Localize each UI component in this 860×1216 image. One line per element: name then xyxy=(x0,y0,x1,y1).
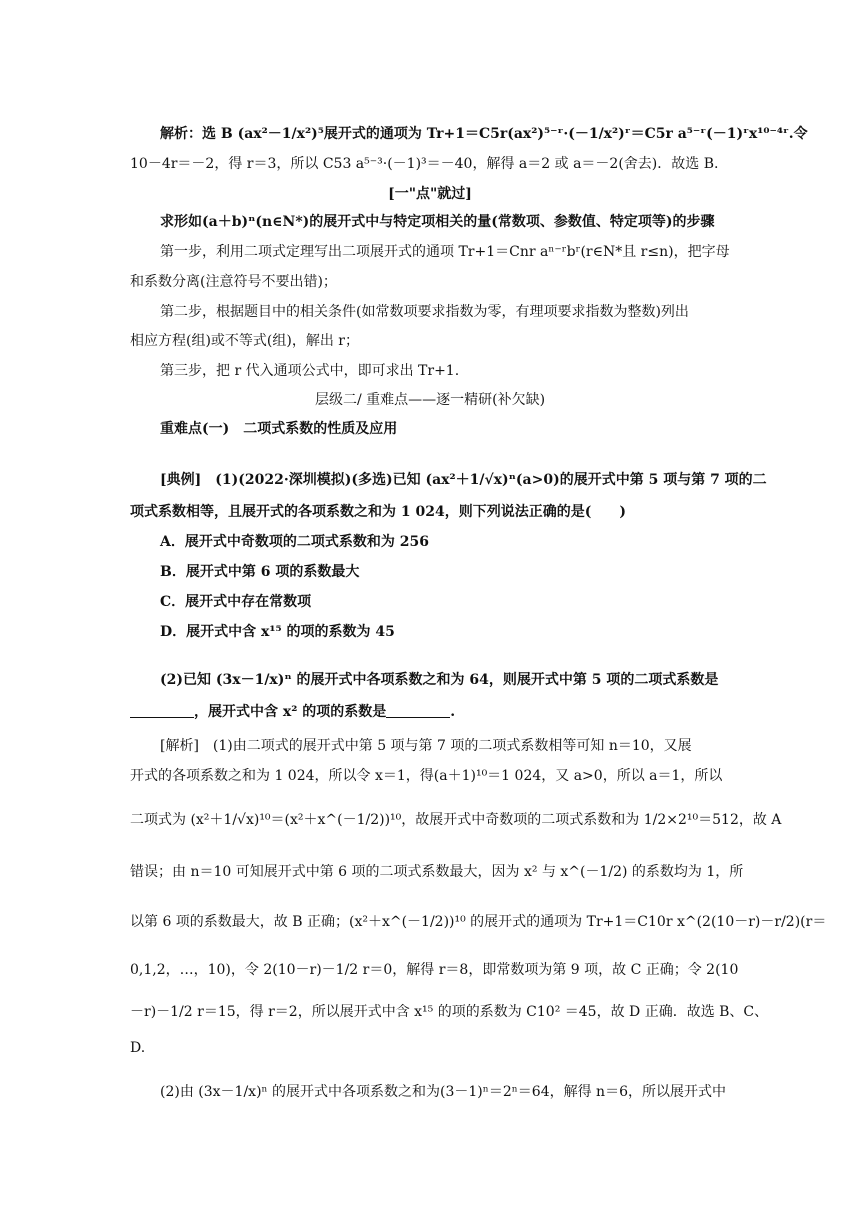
analysis-line-4: 错误；由 n＝10 可知展开式中第 6 项的二项式系数最大，因为 x² 与 x^(－1/2) 的系数均为 1，所 xyxy=(130,864,744,880)
solution-line-2: 10－4r＝－2，得 r＝3，所以 C53 a⁵⁻³·(－1)³＝－40，解得 a＝2 或 a＝－2(舍去)．故选 B. xyxy=(130,156,719,172)
analysis-line-9: (2)由 (3x－1/x)ⁿ 的展开式中各项系数之和为(3－1)ⁿ＝2ⁿ＝64，解得 n＝6，所以展开式中 xyxy=(160,1084,726,1100)
option-a: A．展开式中奇数项的二项式系数和为 256 xyxy=(160,534,429,550)
analysis-line-1: [解析] (1)由二项式的展开式中第 5 项与第 7 项的二项式系数相等可知 n＝10，又展 xyxy=(160,738,692,754)
step-3-line: 第三步，把 r 代入通项公式中，即可求出 Tr+1. xyxy=(160,363,460,379)
steps-heading: 求形如(a＋b)ⁿ(n∈N*)的展开式中与特定项相关的量(常数项、参数值、特定项等)的步骤 xyxy=(160,214,715,230)
step-1-line-1: 第一步，利用二项式定理写出二项展开式的通项 Tr+1＝Cnr aⁿ⁻ʳbʳ(r∈N*且 r≤n)，把字母 xyxy=(160,244,730,260)
question-2-line-1: (2)已知 (3x－1/x)ⁿ 的展开式中各项系数之和为 64，则展开式中第 5 项的二项式系数是 xyxy=(160,672,719,688)
answer-blank-2 xyxy=(386,703,450,718)
solution-line-1: 解析：选 B (ax²－1/x²)⁵展开式的通项为 Tr+1＝C5r(ax²)⁵⁻ʳ·(－1/x²)ʳ＝C5r a⁵⁻ʳ(－1)ʳx¹⁰⁻⁴ʳ.令 xyxy=(160,126,808,142)
option-c: C．展开式中存在常数项 xyxy=(160,594,312,610)
analysis-line-6: 0,1,2，…，10)，令 2(10－r)－1/2 r＝0，解得 r＝8，即常数项为第 9 项，故 C 正确；令 2(10 xyxy=(130,962,739,978)
key-point-heading: 重难点(一) 二项式系数的性质及应用 xyxy=(160,421,398,437)
option-b: B．展开式中第 6 项的系数最大 xyxy=(160,564,360,580)
example-line-1: [典例] (1)(2022·深圳模拟)(多选)已知 (ax²＋1/√x)ⁿ(a>0)的展开式中第 5 项与第 7 项的二 xyxy=(160,472,767,488)
analysis-line-8: D. xyxy=(130,1040,146,1056)
example-line-2: 项式系数相等，且展开式的各项系数之和为 1 024，则下列说法正确的是( ) xyxy=(130,504,626,520)
step-2-line-1: 第二步，根据题目中的相关条件(如常数项要求指数为零，有理项要求指数为整数)列出 xyxy=(160,304,689,320)
analysis-line-5: 以第 6 项的系数最大，故 B 正确；(x²＋x^(－1/2))¹⁰ 的展开式的通项为 Tr+1＝C10r x^(2(10－r)－r/2)(r＝ xyxy=(130,914,827,930)
section-tip-title: [一"点"就过] xyxy=(388,186,472,202)
level-heading: 层级二/ 重难点——逐一精研(补欠缺) xyxy=(314,392,546,408)
analysis-line-3: 二项式为 (x²＋1/√x)¹⁰＝(x²＋x^(－1/2))¹⁰，故展开式中奇数项的二项式系数和为 1/2×2¹⁰＝512，故 A xyxy=(130,812,782,828)
question-2-line-2: ，展开式中含 x² 的项的系数是 . xyxy=(130,702,730,722)
answer-blank-1 xyxy=(130,703,194,718)
question-2-mid: ，展开式中含 x² 的项的系数是 xyxy=(194,704,387,720)
analysis-line-2: 开式的各项系数之和为 1 024，所以令 x＝1，得(a＋1)¹⁰＝1 024，又 a>0，所以 a＝1，所以 xyxy=(130,768,723,784)
step-1-line-2: 和系数分离(注意符号不要出错)； xyxy=(130,274,337,290)
analysis-line-7: －r)－1/2 r＝15，得 r＝2，所以展开式中含 x¹⁵ 的项的系数为 C10² ＝45，故 D 正确．故选 B、C、 xyxy=(130,1004,769,1020)
option-d: D．展开式中含 x¹⁵ 的项的系数为 45 xyxy=(160,624,395,640)
step-2-line-2: 相应方程(组)或不等式(组)，解出 r； xyxy=(130,333,359,349)
